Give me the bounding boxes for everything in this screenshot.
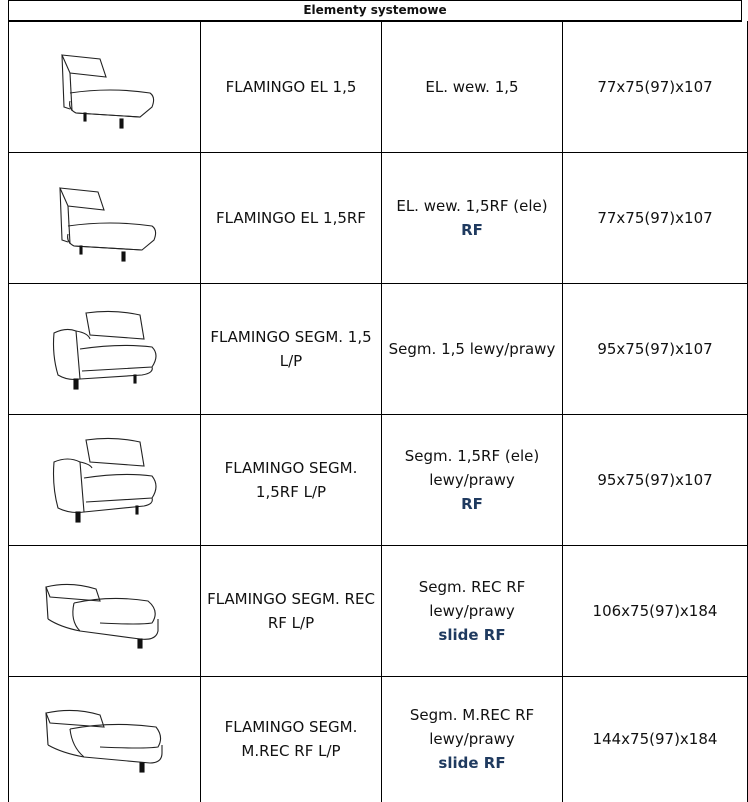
table-row xyxy=(8,152,748,284)
table-row xyxy=(8,676,748,802)
product-image-cell xyxy=(8,414,200,545)
product-dimensions: 106x75(97)x184 xyxy=(562,545,748,676)
product-image-cell xyxy=(8,545,200,676)
function-tag: RF xyxy=(461,220,483,239)
product-dimensions: 95x75(97)x107 xyxy=(562,414,748,545)
product-name: FLAMINGO SEGM. 1,5 L/P xyxy=(200,283,381,414)
product-description xyxy=(381,545,562,676)
sofa-recliner-icon xyxy=(40,561,170,661)
description-text: EL. wew. 1,5 xyxy=(425,77,519,96)
description-text: EL. wew. 1,5RF (ele) xyxy=(396,196,548,215)
product-image-cell xyxy=(8,21,200,152)
table-row xyxy=(8,283,748,415)
product-name: FLAMINGO SEGM. M.REC RF L/P xyxy=(200,676,381,802)
table-row xyxy=(8,21,748,153)
function-tag: RF xyxy=(461,494,483,513)
product-dimensions: 77x75(97)x107 xyxy=(562,152,748,283)
description-text: Segm. 1,5 lewy/prawy xyxy=(388,339,556,358)
product-dimensions: 144x75(97)x184 xyxy=(562,676,748,802)
product-dimensions: 95x75(97)x107 xyxy=(562,283,748,414)
product-description xyxy=(381,152,562,283)
table-row xyxy=(8,414,748,546)
sofa-element-icon xyxy=(40,168,170,268)
product-name: FLAMINGO EL 1,5RF xyxy=(200,152,381,283)
table-row xyxy=(8,545,748,677)
sofa-long-recliner-icon xyxy=(40,689,170,789)
product-name: FLAMINGO SEGM. REC RF L/P xyxy=(200,545,381,676)
product-description xyxy=(381,676,562,802)
system-elements-table xyxy=(8,0,748,802)
sofa-armrest-segment-icon xyxy=(40,299,170,399)
description-text: Segm. REC RF lewy/prawy xyxy=(418,577,526,620)
sofa-armrest-segment-icon xyxy=(40,430,170,530)
product-name: FLAMINGO EL 1,5 xyxy=(200,21,381,152)
product-image-cell xyxy=(8,676,200,802)
product-description xyxy=(381,283,562,414)
sofa-element-icon xyxy=(40,37,170,137)
function-tag: slide RF xyxy=(438,625,506,644)
product-description xyxy=(381,414,562,545)
product-description xyxy=(381,21,562,152)
product-dimensions: 77x75(97)x107 xyxy=(562,21,748,152)
description-text: Segm. M.REC RF lewy/prawy xyxy=(409,706,535,748)
table-title: Elementy systemowe xyxy=(8,0,742,22)
function-tag: slide RF xyxy=(438,754,506,772)
description-text: Segm. 1,5RF (ele) lewy/prawy xyxy=(404,446,540,489)
product-image-cell xyxy=(8,152,200,283)
product-name: FLAMINGO SEGM. 1,5RF L/P xyxy=(200,414,381,545)
product-image-cell xyxy=(8,283,200,414)
